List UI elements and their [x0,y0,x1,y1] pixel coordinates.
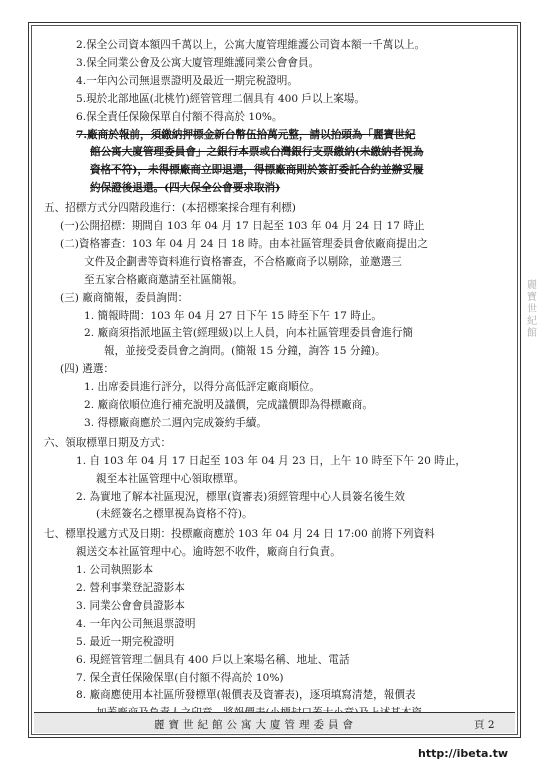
selection-item-1: 1. 出席委員進行評分，以得分高低評定廠商順位。 [84,381,320,394]
footer-page-number: 頁 2 [474,719,495,731]
selection-item-3: 3. 得標廠商應於二週內完成簽約手續。 [84,416,267,429]
clause-5-sites: 5.現於北部地區(北桃竹)經管管理二個具有 400 戶以上案場。 [76,92,365,105]
document-item-8: 8. 廠商應使用本社區所發標單(報價表及資審表)，逐項填寫清楚，報價表 [76,689,416,702]
document-item-1: 1. 公司執照影本 [76,564,154,577]
section-7-heading-cont: 親送交本社區管理中心。逾時恕不收件，廠商自行負責。 [76,546,341,559]
clause-6-insurance: 6.保全責任保險保單自付額不得高於 10%。 [76,110,283,123]
selection-item-2: 2. 廠商依順位進行補充說明及議價，完成議價即為得標廠商。 [84,399,373,411]
document-item-7: 7. 保全責任保險保單(自付額不得高於 10%) [76,671,284,684]
section-6-heading: 六、領取標單日期及方式： [44,436,172,449]
document-item-2: 2. 營利事業登記證影本 [76,582,185,594]
clause-7-deposit-struck-3: 資格不符)，未得標廠商立即退還，得標廠商則於簽訂委託合約並辦妥履 [90,164,424,177]
briefing-item-1: 1. 簡報時間：103 年 04 月 27 日下午 15 時至下午 17 時止。 [84,309,383,322]
side-stamp: 麗寶世紀館 [527,280,537,339]
clause-2-capital: 2.保全公司資本額四千萬以上，公寓大廈管理維護公司資本額一千萬以上。 [76,39,426,51]
clause-4-tax-proof: 4.一年內公司無退票證明及最近一期完稅證明。 [76,74,298,87]
document-item-3: 3. 同業公會會員證影本 [76,599,185,612]
clause-3-association: 3.保全同業公會及公寓大廈管理維護同業公會會員。 [76,56,320,69]
section-5-heading: 五、招標方式分四階段進行：(本招標案採合理有利標) [44,202,296,215]
page-footer [34,712,515,733]
document-item-4: 4. 一年內公司無退票證明 [76,617,196,630]
watermark-url: http://ibeta.tw [418,747,509,760]
collection-item-2: 2. 為實地了解本社區現況，標單(資審表)須經管理中心人員簽名後生效 [76,490,405,503]
stage-2-qualification: (二)資格審查：103 年 04 月 24 日 18 時。由本社區管理委員會依廠商提出之 [60,237,428,250]
stage-2-qualification-2: 文件及企劃書等資料進行資格審查，不合格廠商予以剔除，並邀選三 [84,255,402,268]
briefing-item-2-cont: 報，並接受委員會之詢問。(簡報 15 分鐘，詢答 15 分鐘)。 [104,345,386,358]
stage-1-public-tender: (一)公開招標：期間自 103 年 04 月 17 日起至 103 年 04 月 24 日 17 時止 [60,220,425,232]
footer-title: 麗寶世紀館公寓大廈管理委員會 [154,719,357,731]
briefing-item-2: 2. 廠商須指派地區主管(經理級)以上人員，向本社區管理委員會進行簡 [84,327,413,340]
collection-item-1: 1. 自 103 年 04 月 17 日起至 103 年 04 月 23 日，上午 10 時至下午 20 時止， [76,454,466,467]
collection-item-2-cont: (未經簽名之標單視為資格不符)。 [96,508,253,521]
document-item-5: 5. 最近一期完稅證明 [76,635,175,648]
clause-7-deposit-struck-1: 7.廠商於報前，須繳納押標金新台幣伍拾萬元整，請以抬頭為「麗寶世紀 [76,128,416,141]
collection-item-1-cont: 親至本社區管理中心領取標單。 [96,472,245,485]
section-7-heading: 七、標單投遞方式及日期：投標廠商應於 103 年 04 月 24 日 17:00 前將下列資料 [44,528,435,541]
stage-2-qualification-3: 至五家合格廠商邀請至社區簡報。 [84,273,243,286]
clause-7-deposit-struck-2: 館公寓大廈管理委員會」之銀行本票或台灣銀行支票繳納(未繳納者視為 [90,146,424,159]
stage-3-briefing: (三) 廠商簡報，委員詢問： [60,291,189,304]
clause-7-deposit-struck-4: 約保證後退還。(四大保全公會要求取消) [90,182,281,195]
stage-4-selection: (四) 遴選： [60,363,115,376]
document-item-6: 6. 現經管管理二個具有 400 戶以上案場名稱、地址、電話 [76,653,350,666]
